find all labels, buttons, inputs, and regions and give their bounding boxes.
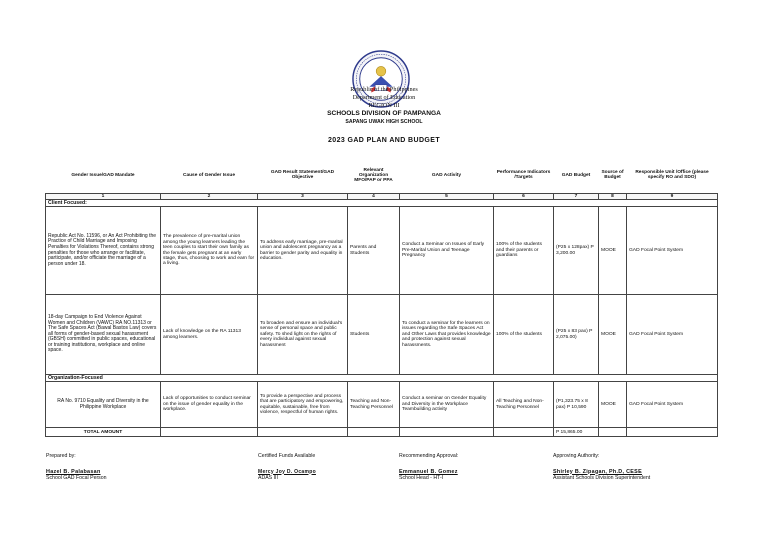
table-row [46,207,718,295]
cell-activity: Conduct a seminar on Gender Equality and Diversity in the Workplace Teambuilding activity [400,382,494,428]
section-label-organization: Organization-Focused [46,375,718,382]
prepared-block [46,453,107,482]
total-row [46,428,718,437]
total-value: P 15,865.00 [554,428,599,437]
cell-cause: Lack of opportunities to conduct seminar on the issue of gender equality in the workplace. [161,382,258,428]
column-number: 1 [46,194,161,200]
cell-indicator: 100% of the students [494,295,554,375]
cell-objective: To address early marriage, pre-marital union and adolescent pregnancy as a barrier to gender parity and equality in education. [258,207,348,295]
prepared-name: Hazel B. Palabasan [46,468,101,475]
column-number: 5 [400,194,494,200]
total-label: TOTAL AMOUNT [46,428,161,437]
certified-label: Certified Funds Available [258,453,316,459]
header-division: SCHOOLS DIVISION OF PAMPANGA [327,110,441,117]
approving-block [553,453,650,482]
cell-mandate: Republic Act No. 11596, or An Act Prohibiting the Practice of Child Marriage and Imposing Penalties for Violations Thereof, contains strong penalties for those who arrange or facilitate, participate, and/or officiate the marriage of a person under 18. [46,207,161,295]
cell-budget: (P25 x 128pax) P 3,200.00 [554,207,599,295]
table-header-row [46,157,718,194]
column-header: Responsible Unit /Office (please specify RO and SDO) [627,157,718,194]
column-header: Performance Indicators /Targets [494,157,554,194]
column-number: 9 [627,194,718,200]
column-header: Relevant Organization MFO/PAP or PPA [348,157,400,194]
column-number: 6 [494,194,554,200]
certified-role: ADAS III [258,474,278,481]
gad-plan-table [45,157,718,437]
cell-objective: To provide a perspective and process that are participatory and empowering, equitable, sustainable, free from violence, respectful of human rights. [258,382,348,428]
table-row [46,382,718,428]
column-number: 3 [258,194,348,200]
column-number: 2 [161,194,258,200]
cell-ppa: Parents and Students [348,207,400,295]
header-school: SAPANG UWAK HIGH SCHOOL [345,119,423,125]
column-header: Cause of Gender Issue [161,157,258,194]
column-header: GAD Budget [554,157,599,194]
certified-block [258,453,316,481]
column-number: 7 [554,194,599,200]
recommending-label: Recommending Approval: [399,453,459,459]
cell-unit: GAD Focal Point System [627,382,718,428]
approving-label: Approving Authority: [553,453,600,459]
cell-activity: Conduct a Seminar on Issues of Early Pre-Marital Union and Teenage Pregnancy [400,207,494,295]
column-header: GAD Result Statement/GAD Objective [258,157,348,194]
cell-unit: GAD Focal Point System [627,295,718,375]
cell-mandate: RA No. 9710 Equality and Diversity in the Philippine Workplace [46,382,161,428]
section-row-client [46,200,718,207]
cell-cause: The prevalence of pre-marital union among the young learners leading the teen couples to start their own family as the female gets pregnant at an early stage, thus, choosing to work and earn for a living. [161,207,258,295]
cell-source: MOOE [599,382,627,428]
recommending-role: School Head - HT-I [399,475,444,482]
cell-indicator: 100% of the students and their parents or guardians [494,207,554,295]
prepared-role: School GAD Focal Person [46,475,107,482]
certified-name: Mercy Joy D. Ocampo [258,468,316,475]
cell-budget: (P1,323.75 x 8 pax) P 10,590 [554,382,599,428]
recommending-name: Emmanuel B. Gomez [399,468,458,475]
cell-cause: Lack of knowledge on the RA 11313 among learners. [161,295,258,375]
header-republic: Republic of the Philippines [350,86,418,93]
column-header: Gender Issue/GAD Mandate [46,157,161,194]
cell-ppa: Teaching and Non-Teaching Personnel [348,382,400,428]
column-header: GAD Activity [400,157,494,194]
cell-indicator: All Teaching and Non-Teaching Personnel [494,382,554,428]
cell-activity: To conduct a seminar for the learners on issues regarding the Safe Spaces Act and Other Laws that provides knowledge and protection against sexual harassments. [400,295,494,375]
approving-role: Assistant Schools Division Superintendent [553,475,651,482]
section-row-organization [46,375,718,382]
section-label-client: Client Focused: [46,200,718,207]
cell-mandate: 18-day Campaign to End Violence Against Women and Children (VAWC) RA NO.11313 or The Safe Spaces Act (Bawal Bastos Law) covers all forms of gender-based sexual harassment (GBSH) committed in public spaces, educational or training institutions, workplace and online space. [46,295,161,375]
table-row [46,295,718,375]
document-title: 2023 GAD PLAN AND BUDGET [327,137,441,144]
cell-source: MOOE [599,295,627,375]
cell-ppa: Students [348,295,400,375]
cell-budget: (P25 x 83 pax) P 2,075.00) [554,295,599,375]
cell-unit: GAD Focal Point System [627,207,718,295]
prepared-label: Prepared by: [46,453,76,459]
column-number: 4 [348,194,400,200]
cell-source: MOOE [599,207,627,295]
recommending-block [399,453,458,482]
cell-objective: To broaden and ensure an individual's sense of personal space and public safety. To shed light on the rights of every individual against sexual harassment [258,295,348,375]
column-number: 8 [599,194,627,200]
column-header: Source of Budget [599,157,627,194]
header-department: Department of Education [352,94,416,101]
approving-name: Shirley B. Zipagan, Ph.D, CESE [553,468,642,475]
header-region: REGION III [368,102,400,109]
